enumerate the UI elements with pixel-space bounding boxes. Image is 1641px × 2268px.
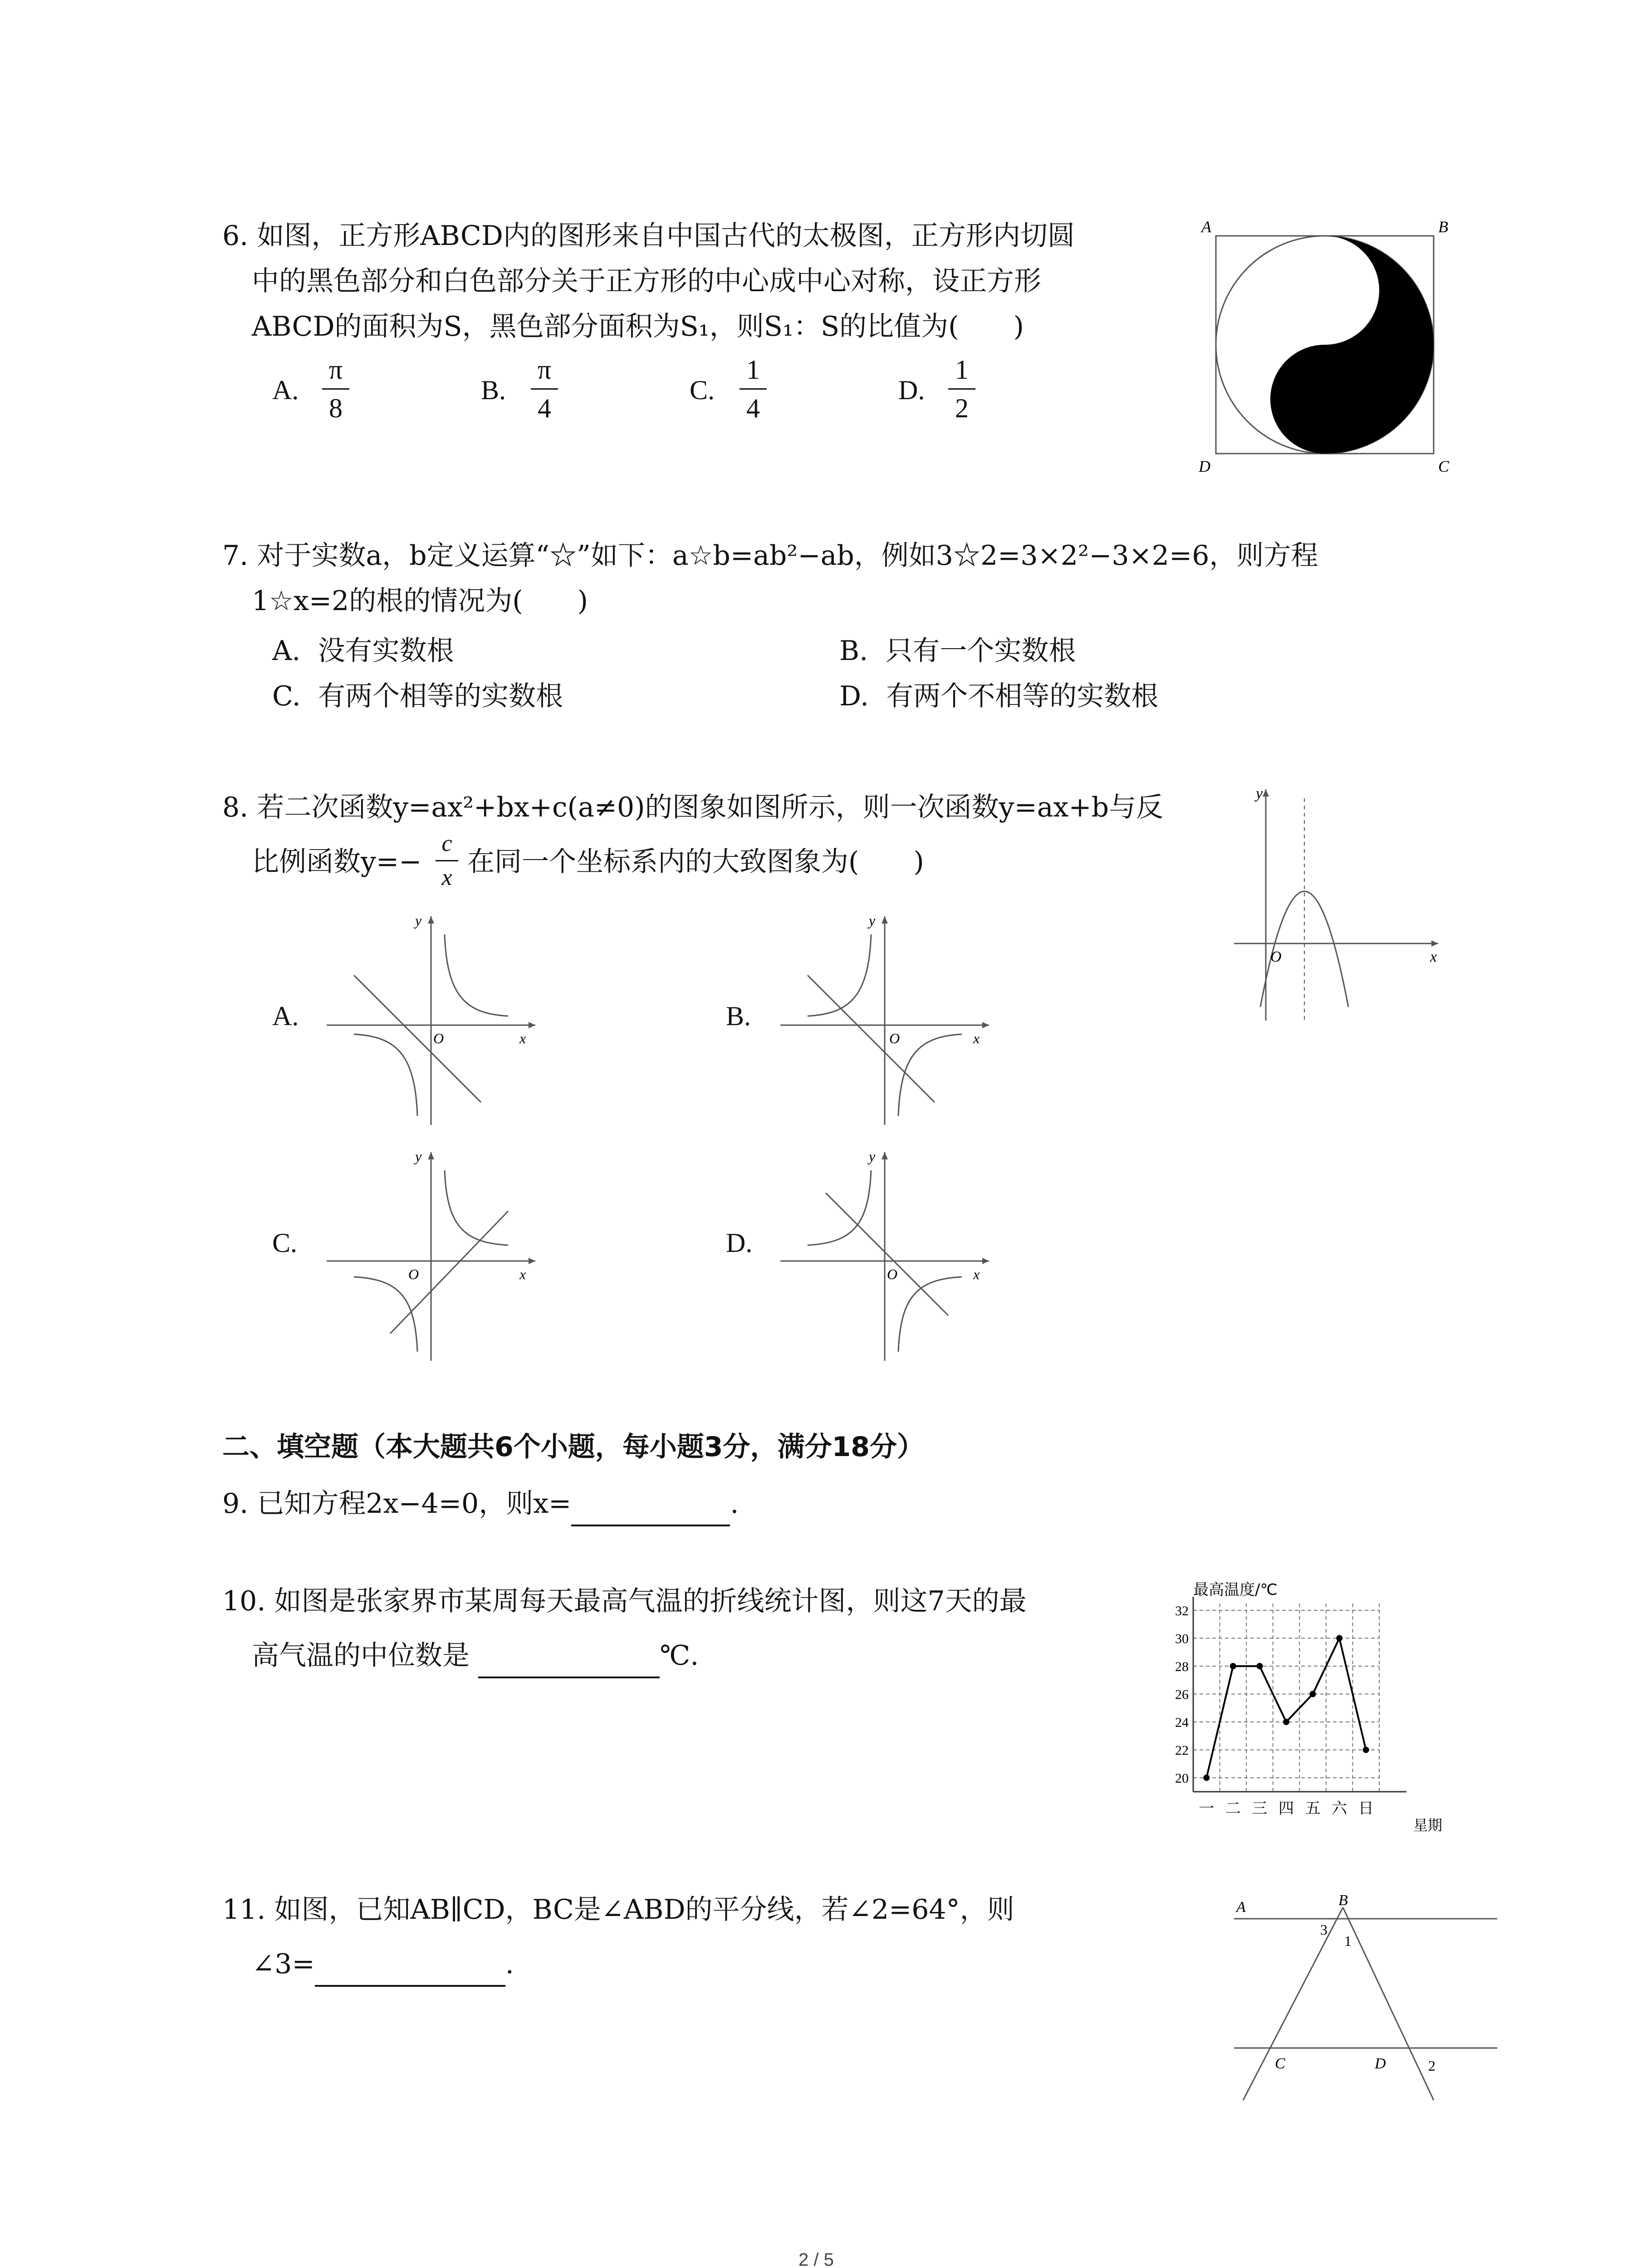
svg-text:x: x <box>973 1266 980 1282</box>
x-tick-label: 三 <box>1252 1799 1268 1818</box>
option-label: A. <box>272 375 299 405</box>
q8-fraction: c x <box>436 830 458 891</box>
q11-parallel-lines-figure <box>1225 1887 1506 2105</box>
q8-option-a-label: A. <box>272 1001 299 1031</box>
q8-option-b-label: B. <box>726 1001 751 1031</box>
q8-line-2a: 比例函数y=− <box>252 846 422 878</box>
data-point <box>1336 1635 1342 1642</box>
x-tick-label: 六 <box>1332 1799 1347 1818</box>
taiji-white-dot <box>1320 285 1330 295</box>
data-point <box>1310 1691 1316 1697</box>
temperature-line-chart <box>1152 1579 1470 1842</box>
q10-line-2: 高气温的中位数是 ℃. <box>252 1633 699 1678</box>
q8-line-2b: 在同一个坐标系内的大致图象为( ) <box>467 846 924 878</box>
data-point <box>1256 1663 1263 1669</box>
q8-option-c-graph[interactable] <box>318 1143 544 1370</box>
svg-text:A: A <box>1236 1899 1246 1916</box>
svg-text:2: 2 <box>1428 2058 1435 2074</box>
svg-text:C: C <box>1275 2055 1285 2072</box>
svg-text:x: x <box>519 1266 526 1282</box>
line-bc <box>1243 1907 1343 2100</box>
q8-option-d-label: D. <box>726 1228 753 1258</box>
q8-line-1: 8. 若二次函数y=ax²+bx+c(a≠0)的图象如图所示，则一次函数y=ax+b与反 <box>222 792 1164 823</box>
q7-option-a: A. 没有实数根 <box>272 635 454 667</box>
svg-text:O: O <box>887 1266 898 1282</box>
taiji-figure <box>1193 213 1456 476</box>
series-line <box>1206 1638 1366 1778</box>
x-tick-label: 四 <box>1279 1799 1294 1818</box>
page-number: 2 / 5 <box>798 2250 834 2268</box>
q11-answer-blank[interactable] <box>315 1953 505 1987</box>
y-tick-label: 26 <box>1175 1687 1189 1702</box>
svg-text:O: O <box>433 1030 444 1046</box>
y-tick-label: 24 <box>1175 1715 1189 1730</box>
section-2-title: 二、填空题（本大题共6个小题，每小题3分，满分18分） <box>222 1431 924 1463</box>
q11-line-1: 11. 如图，已知AB∥CD，BC是∠ABD的平分线，若∠2=64°，则 <box>222 1894 1014 1926</box>
fraction: 1 2 <box>948 354 975 424</box>
label-b: B <box>1438 218 1448 236</box>
q7-option-c: C. 有两个相等的实数根 <box>272 680 563 712</box>
x-axis-label: 星期 <box>1413 1817 1443 1834</box>
data-point <box>1283 1719 1289 1725</box>
data-point <box>1203 1774 1210 1781</box>
svg-text:y: y <box>415 1148 422 1164</box>
q9-line: 9. 已知方程2x−4=0，则x= . <box>222 1481 739 1526</box>
x-tick-label: 一 <box>1199 1799 1215 1818</box>
q9-answer-blank[interactable] <box>571 1493 730 1526</box>
y-tick-label: 32 <box>1175 1603 1189 1618</box>
q10-answer-blank[interactable] <box>478 1645 660 1678</box>
x-tick-label: 五 <box>1305 1799 1321 1818</box>
q11-line-2: ∠3= . <box>252 1941 514 1987</box>
label-a: A <box>1201 218 1211 236</box>
label-d: D <box>1199 457 1210 475</box>
option-label: C. <box>690 375 715 405</box>
svg-text:x: x <box>519 1030 526 1046</box>
q8-option-d-graph[interactable] <box>771 1143 998 1370</box>
option-label: D. <box>898 375 925 405</box>
q7-option-b: B. 只有一个实数根 <box>839 635 1076 667</box>
svg-text:3: 3 <box>1320 1921 1327 1938</box>
x-tick-label: 二 <box>1225 1799 1241 1818</box>
q6-line-1: 6. 如图，正方形ABCD内的图形来自中国古代的太极图，正方形内切圆 <box>222 220 1075 252</box>
data-point <box>1230 1663 1236 1669</box>
chart-ticks <box>1175 1603 1374 1818</box>
y-label: y <box>1256 785 1263 802</box>
taiji-black-dot <box>1320 394 1330 404</box>
origin-label: O <box>1270 948 1282 965</box>
chart-grid <box>1193 1603 1379 1792</box>
q6-line-2: 中的黑色部分和白色部分关于正方形的中心成中心对称，设正方形 <box>252 265 1041 297</box>
q7-line-2: 1☆x=2的根的情况为( ) <box>252 585 588 617</box>
data-point <box>1363 1747 1369 1753</box>
q8-option-c-label: C. <box>272 1228 298 1258</box>
line-bd <box>1343 1907 1434 2100</box>
q8-parabola-figure <box>1225 780 1452 1030</box>
q10-line-1: 10. 如图是张家界市某周每天最高气温的折线统计图，则这7天的最 <box>222 1585 1027 1617</box>
y-tick-label: 20 <box>1175 1771 1189 1786</box>
chart-title: 最高温度/℃ <box>1193 1581 1278 1599</box>
option-label: B. <box>481 375 506 405</box>
svg-text:y: y <box>869 1148 876 1164</box>
chart-series <box>1203 1635 1369 1781</box>
svg-text:y: y <box>415 912 422 929</box>
label-c: C <box>1438 457 1450 475</box>
q8-option-a-graph[interactable] <box>318 907 544 1134</box>
y-tick-label: 28 <box>1175 1659 1189 1675</box>
q7-line-1: 7. 对于实数a，b定义运算“☆”如下：a☆b=ab²−ab，例如3☆2=3×2²−3×2=6，则方程 <box>222 540 1318 572</box>
svg-text:O: O <box>889 1030 900 1046</box>
y-tick-label: 30 <box>1175 1631 1189 1647</box>
y-tick-label: 22 <box>1175 1743 1189 1758</box>
fraction: π 8 <box>322 354 349 424</box>
svg-text:y: y <box>869 912 876 929</box>
fraction: π 4 <box>531 354 558 424</box>
x-label: x <box>1430 948 1437 965</box>
q6-line-3: ABCD的面积为S，黑色部分面积为S₁，则S₁：S的比值为( ) <box>252 311 1024 342</box>
svg-text:x: x <box>973 1030 980 1046</box>
svg-text:1: 1 <box>1344 1933 1352 1949</box>
fraction: 1 4 <box>740 354 767 424</box>
svg-text:B: B <box>1338 1892 1348 1909</box>
q8-option-b-graph[interactable] <box>771 907 998 1134</box>
x-tick-label: 日 <box>1358 1799 1374 1818</box>
q7-option-d: D. 有两个不相等的实数根 <box>839 680 1159 712</box>
svg-text:O: O <box>408 1266 419 1282</box>
svg-text:D: D <box>1375 2055 1386 2072</box>
